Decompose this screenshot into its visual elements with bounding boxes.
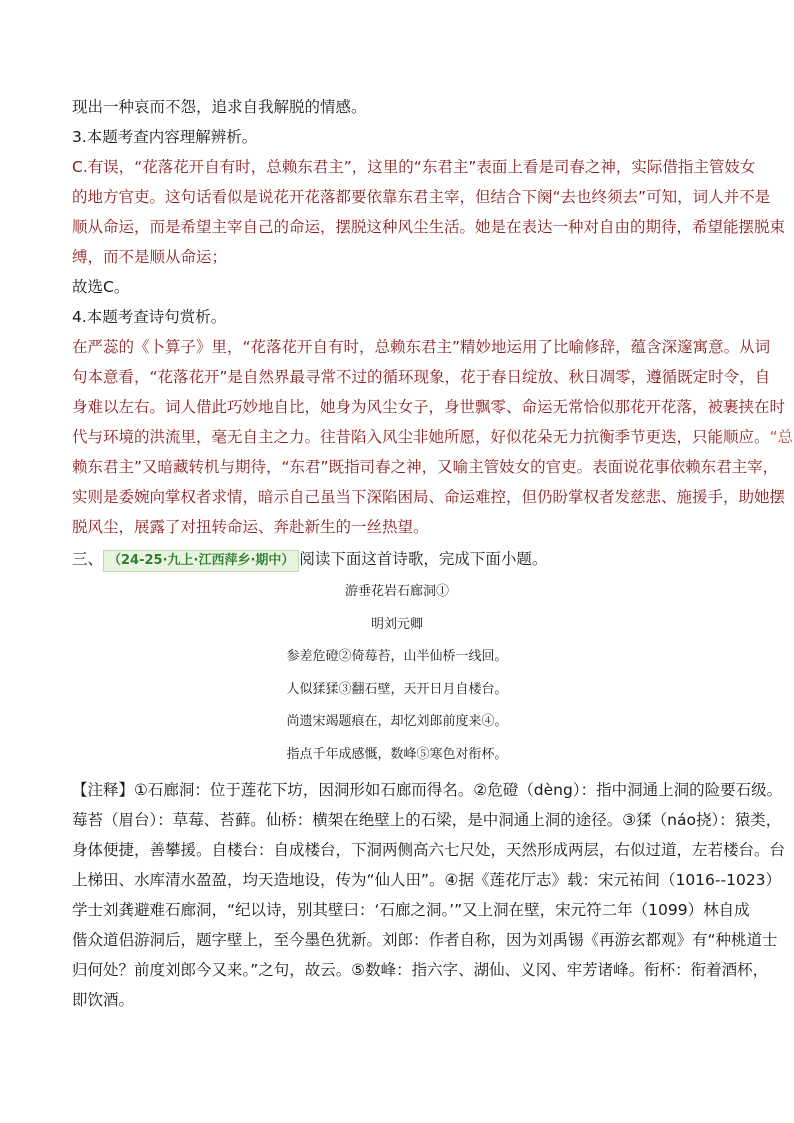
prev-line: 现出一种哀而不怨，追求自我解脱的情感。: [72, 98, 367, 116]
notes-line: 归何处？前度刘郎今又来。”之句，故云。⑤数峰：指六字、湖仙、义冈、牢芳诸峰。衔杯：衔着酒杯，: [72, 961, 769, 979]
notes-line: 上梯田、水库清水盈盈，均天造地设，传为“仙人田”。④据《莲花厅志》载：宋元祐间（1016--1023）: [72, 871, 782, 889]
notes-line: 【注释】①石廊洞：位于莲花下坊，因洞形如石廊而得名。②危磴（dèng）：指中洞通上洞的险要石级。: [72, 781, 783, 799]
section-instruction: 阅读下面这首诗歌，完成下面小题。: [299, 550, 548, 568]
poem-line: 参差危磴②倚莓苔，山半仙桥一线回。: [286, 649, 508, 664]
notes-line: 学士刘龚避难石廊洞，“纪以诗，别其壁曰：‘石廊之洞。’”又上洞在壁，宋元符二年（1099）林自成: [72, 901, 750, 919]
q3-analysis-line: 顺从命运，而是希望主宰自己的命运，摆脱这种风尘生活。她是在表达一种对自由的期待，希望能摆脱束: [72, 218, 786, 236]
notes-line: 即饮酒。: [72, 991, 135, 1009]
q4-analysis-line: 脱风尘，展露了对扭转命运、奔赴新生的一丝热望。: [72, 518, 429, 536]
document-page: [72, 92, 794, 1015]
q4-analysis-line: [72, 422, 794, 452]
q3-heading: 3.本题考查内容理解辨析。: [72, 128, 258, 146]
q4-analysis-line: 实则是委婉向掌权者求情，暗示自己虽当下深陷困局、命运难控，但仍盼掌权者发慈悲、施援手，助她摆: [72, 488, 786, 506]
notes-line: 莓苔（眉台）：草莓、苔藓。仙桥：横架在绝壁上的石梁，是中洞通上洞的途径。③猱（náo挠）：猿类，: [72, 811, 782, 829]
section-three-heading: [72, 544, 722, 574]
notes-line: 身体便捷，善攀援。自楼台：自成楼台，下洞两侧高六七尺处，天然形成两层，右似过道，左若楼台。台: [72, 841, 786, 859]
q3-answer: 故选C。: [72, 278, 130, 296]
q3-analysis-line: 的地方官吏。这句话看似是说花开花落都要依靠东君主宰，但结合下阕“去也终须去”可知，词人并不是: [72, 188, 771, 206]
poem-author: 明刘元卿: [370, 616, 423, 632]
poem-line: 尚遗宋竭题痕在，却忆刘郎前度来④。: [286, 714, 508, 729]
poem-title: 游垂花岩石廊洞①: [344, 584, 449, 599]
poem-line: 指点千年成感慨，数峰⑤寒色对衔杯。: [286, 746, 508, 762]
poem-line: 人似猱猱③翻石壁，天开日月自楼台。: [286, 681, 508, 697]
q4-analysis-line: 身难以左右。词人借此巧妙地自比，她身为风尘女子，身世飘零、命运无常恰似那花开花落，被裹挟在时: [72, 398, 786, 416]
poem-block: [72, 576, 722, 771]
q3-analysis-line: C.有误，“花落花开自有时，总赖东君主”，这里的“东君主”表面上看是司春之神，实际借指主管妓女: [72, 158, 756, 176]
q4-analysis-text: 代与环境的洪流里，毫无自主之力。往昔陷入风尘非她所愿，好似花朵无力抗衡季节更迭，只能顺应。: [72, 428, 770, 446]
q3-analysis-line: 缚，而不是顺从命运；: [72, 248, 228, 266]
section-number: 三、: [72, 550, 104, 568]
source-tag: （24-25·九上·江西萍乡·期中）: [103, 550, 299, 572]
q4-analysis-quote: “总: [769, 428, 794, 446]
q4-analysis-line: 在严蕊的《卜算子》里，“花落花开自有时，总赖东君主”精妙地运用了比喻修辞，蕴含深邃寓意。从词: [72, 338, 771, 356]
notes-line: 偕众道侣游洞后，题字壁上，至今墨色犹新。刘郎：作者自称，因为刘禹锡《再游玄都观》有“种桃道士: [72, 931, 778, 949]
q4-analysis-line: 句本意看，“花落花开”是自然界最寻常不过的循环现象，花于春日绽放、秋日凋零，遵循既定时令，自: [72, 368, 771, 386]
q4-analysis-line: 赖东君主”又暗藏转机与期待，“东君”既指司春之神，又喻主管妓女的官吏。表面说花事依赖东君主宰，: [72, 458, 779, 476]
q4-heading: 4.本题考查诗句赏析。: [72, 308, 227, 326]
